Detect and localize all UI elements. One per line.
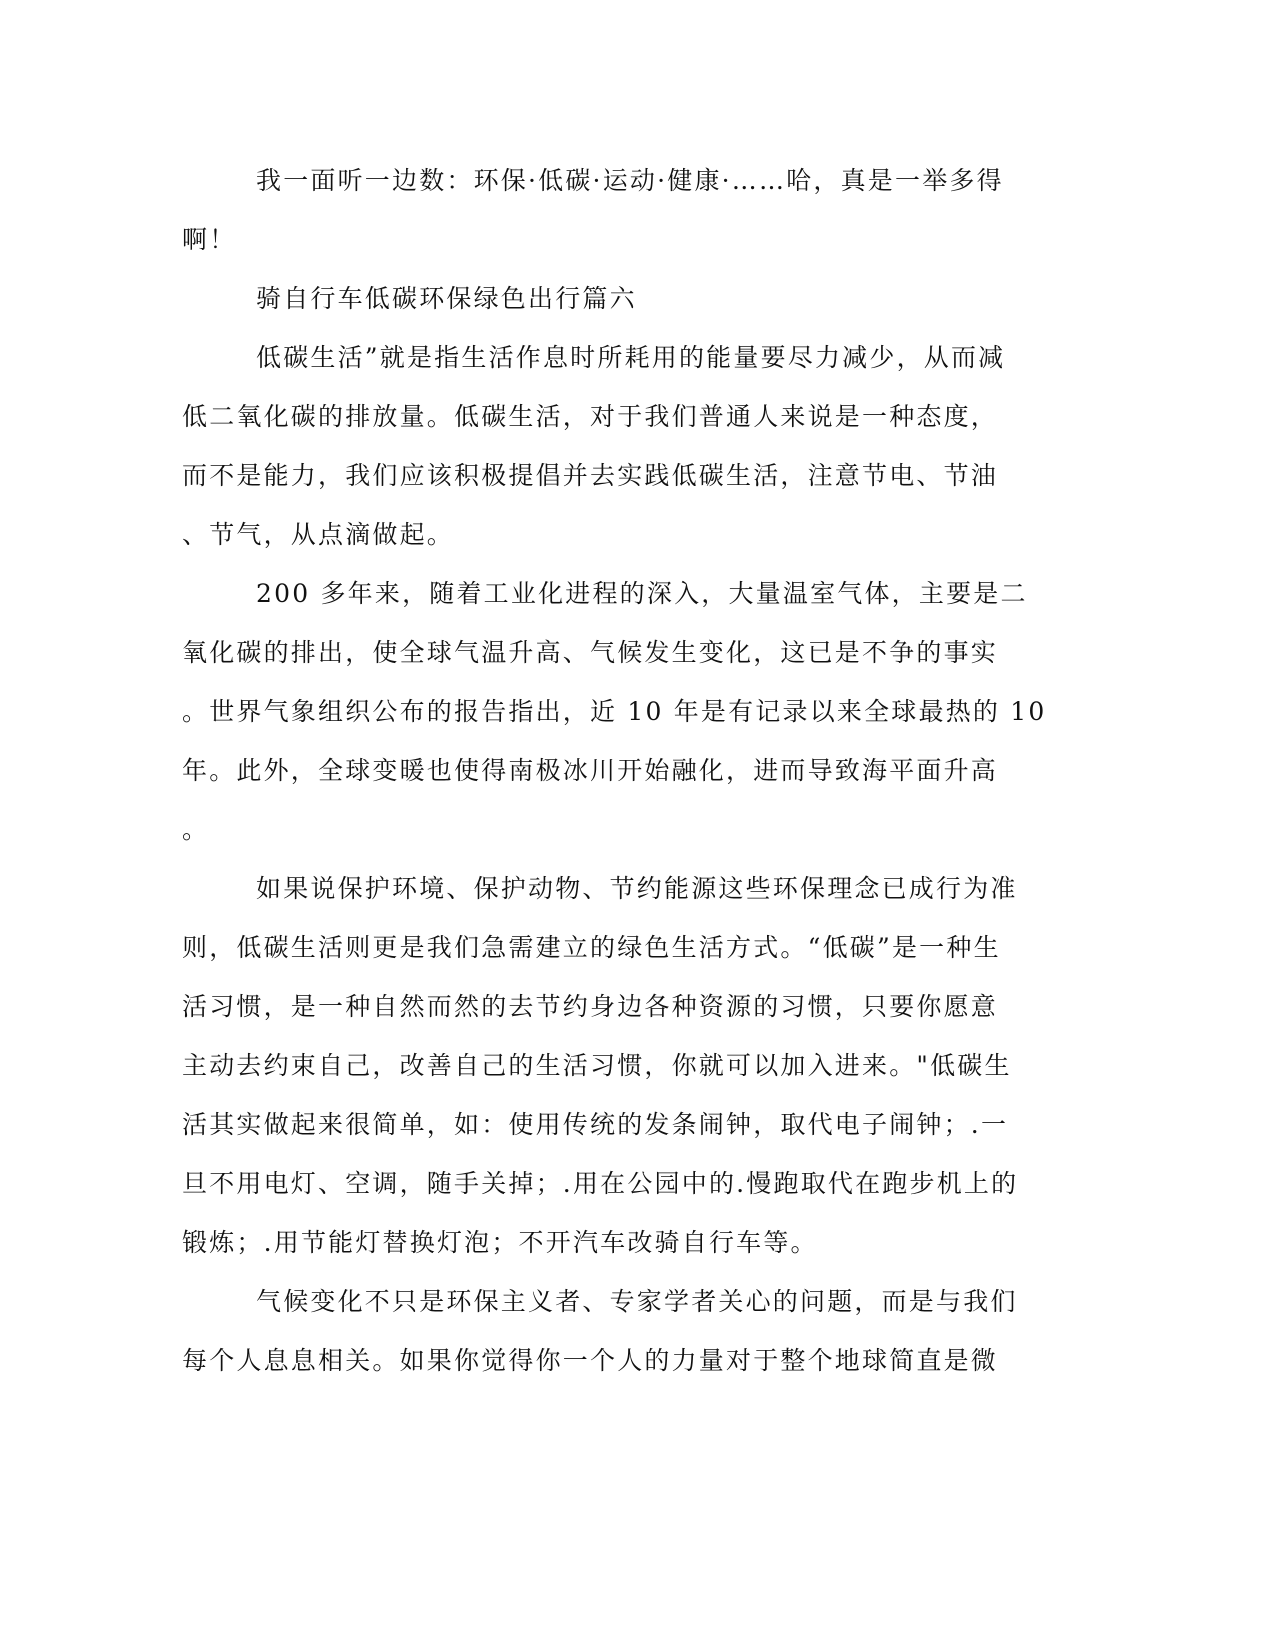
paragraph-line: 啊！: [182, 225, 237, 254]
paragraph-line: 低碳生活”就是指生活作息时所耗用的能量要尽力减少，从而减: [256, 343, 1006, 372]
paragraph-line: 活其实做起来很简单，如：使用传统的发条闹钟，取代电子闹钟；.一: [182, 1110, 1009, 1139]
paragraph-line: 200 多年来，随着工业化进程的深入，大量温室气体，主要是二: [256, 579, 1028, 608]
paragraph-line: 气候变化不只是环保主义者、专家学者关心的问题，而是与我们: [256, 1287, 1018, 1316]
paragraph-line: 。: [182, 815, 210, 844]
paragraph-line: 氧化碳的排出，使全球气温升高、气候发生变化，这已是不争的事实: [182, 638, 999, 667]
paragraph-line: 每个人息息相关。如果你觉得你一个人的力量对于整个地球简直是微: [182, 1346, 999, 1375]
paragraph-line: 我一面听一边数：环保·低碳·运动·健康·……哈，真是一举多得: [256, 166, 1004, 195]
paragraph-line: 。世界气象组织公布的报告指出，近 10 年是有记录以来全球最热的 10: [182, 697, 1047, 726]
section-heading: 骑自行车低碳环保绿色出行篇六: [256, 284, 637, 313]
paragraph-line: 年。此外，全球变暖也使得南极冰川开始融化，进而导致海平面升高: [182, 756, 999, 785]
paragraph-line: 则，低碳生活则更是我们急需建立的绿色生活方式。“低碳”是一种生: [182, 933, 1001, 962]
paragraph-line: 低二氧化碳的排放量。低碳生活，对于我们普通人来说是一种态度，: [182, 402, 999, 431]
paragraph-line: 旦不用电灯、空调，随手关掉；.用在公园中的.慢跑取代在跑步机上的: [182, 1169, 1019, 1198]
paragraph-line: 活习惯，是一种自然而然的去节约身边各种资源的习惯，只要你愿意: [182, 992, 999, 1021]
paragraph-line: 而不是能力，我们应该积极提倡并去实践低碳生活，注意节电、节油: [182, 461, 999, 490]
paragraph-line: 锻炼；.用节能灯替换灯泡；不开汽车改骑自行车等。: [182, 1228, 818, 1257]
paragraph-line: 主动去约束自己，改善自己的生活习惯，你就可以加入进来。"低碳生: [182, 1051, 1012, 1080]
paragraph-line: 、节气，从点滴做起。: [182, 520, 455, 549]
paragraph-line: 如果说保护环境、保护动物、节约能源这些环保理念已成行为准: [256, 874, 1018, 903]
